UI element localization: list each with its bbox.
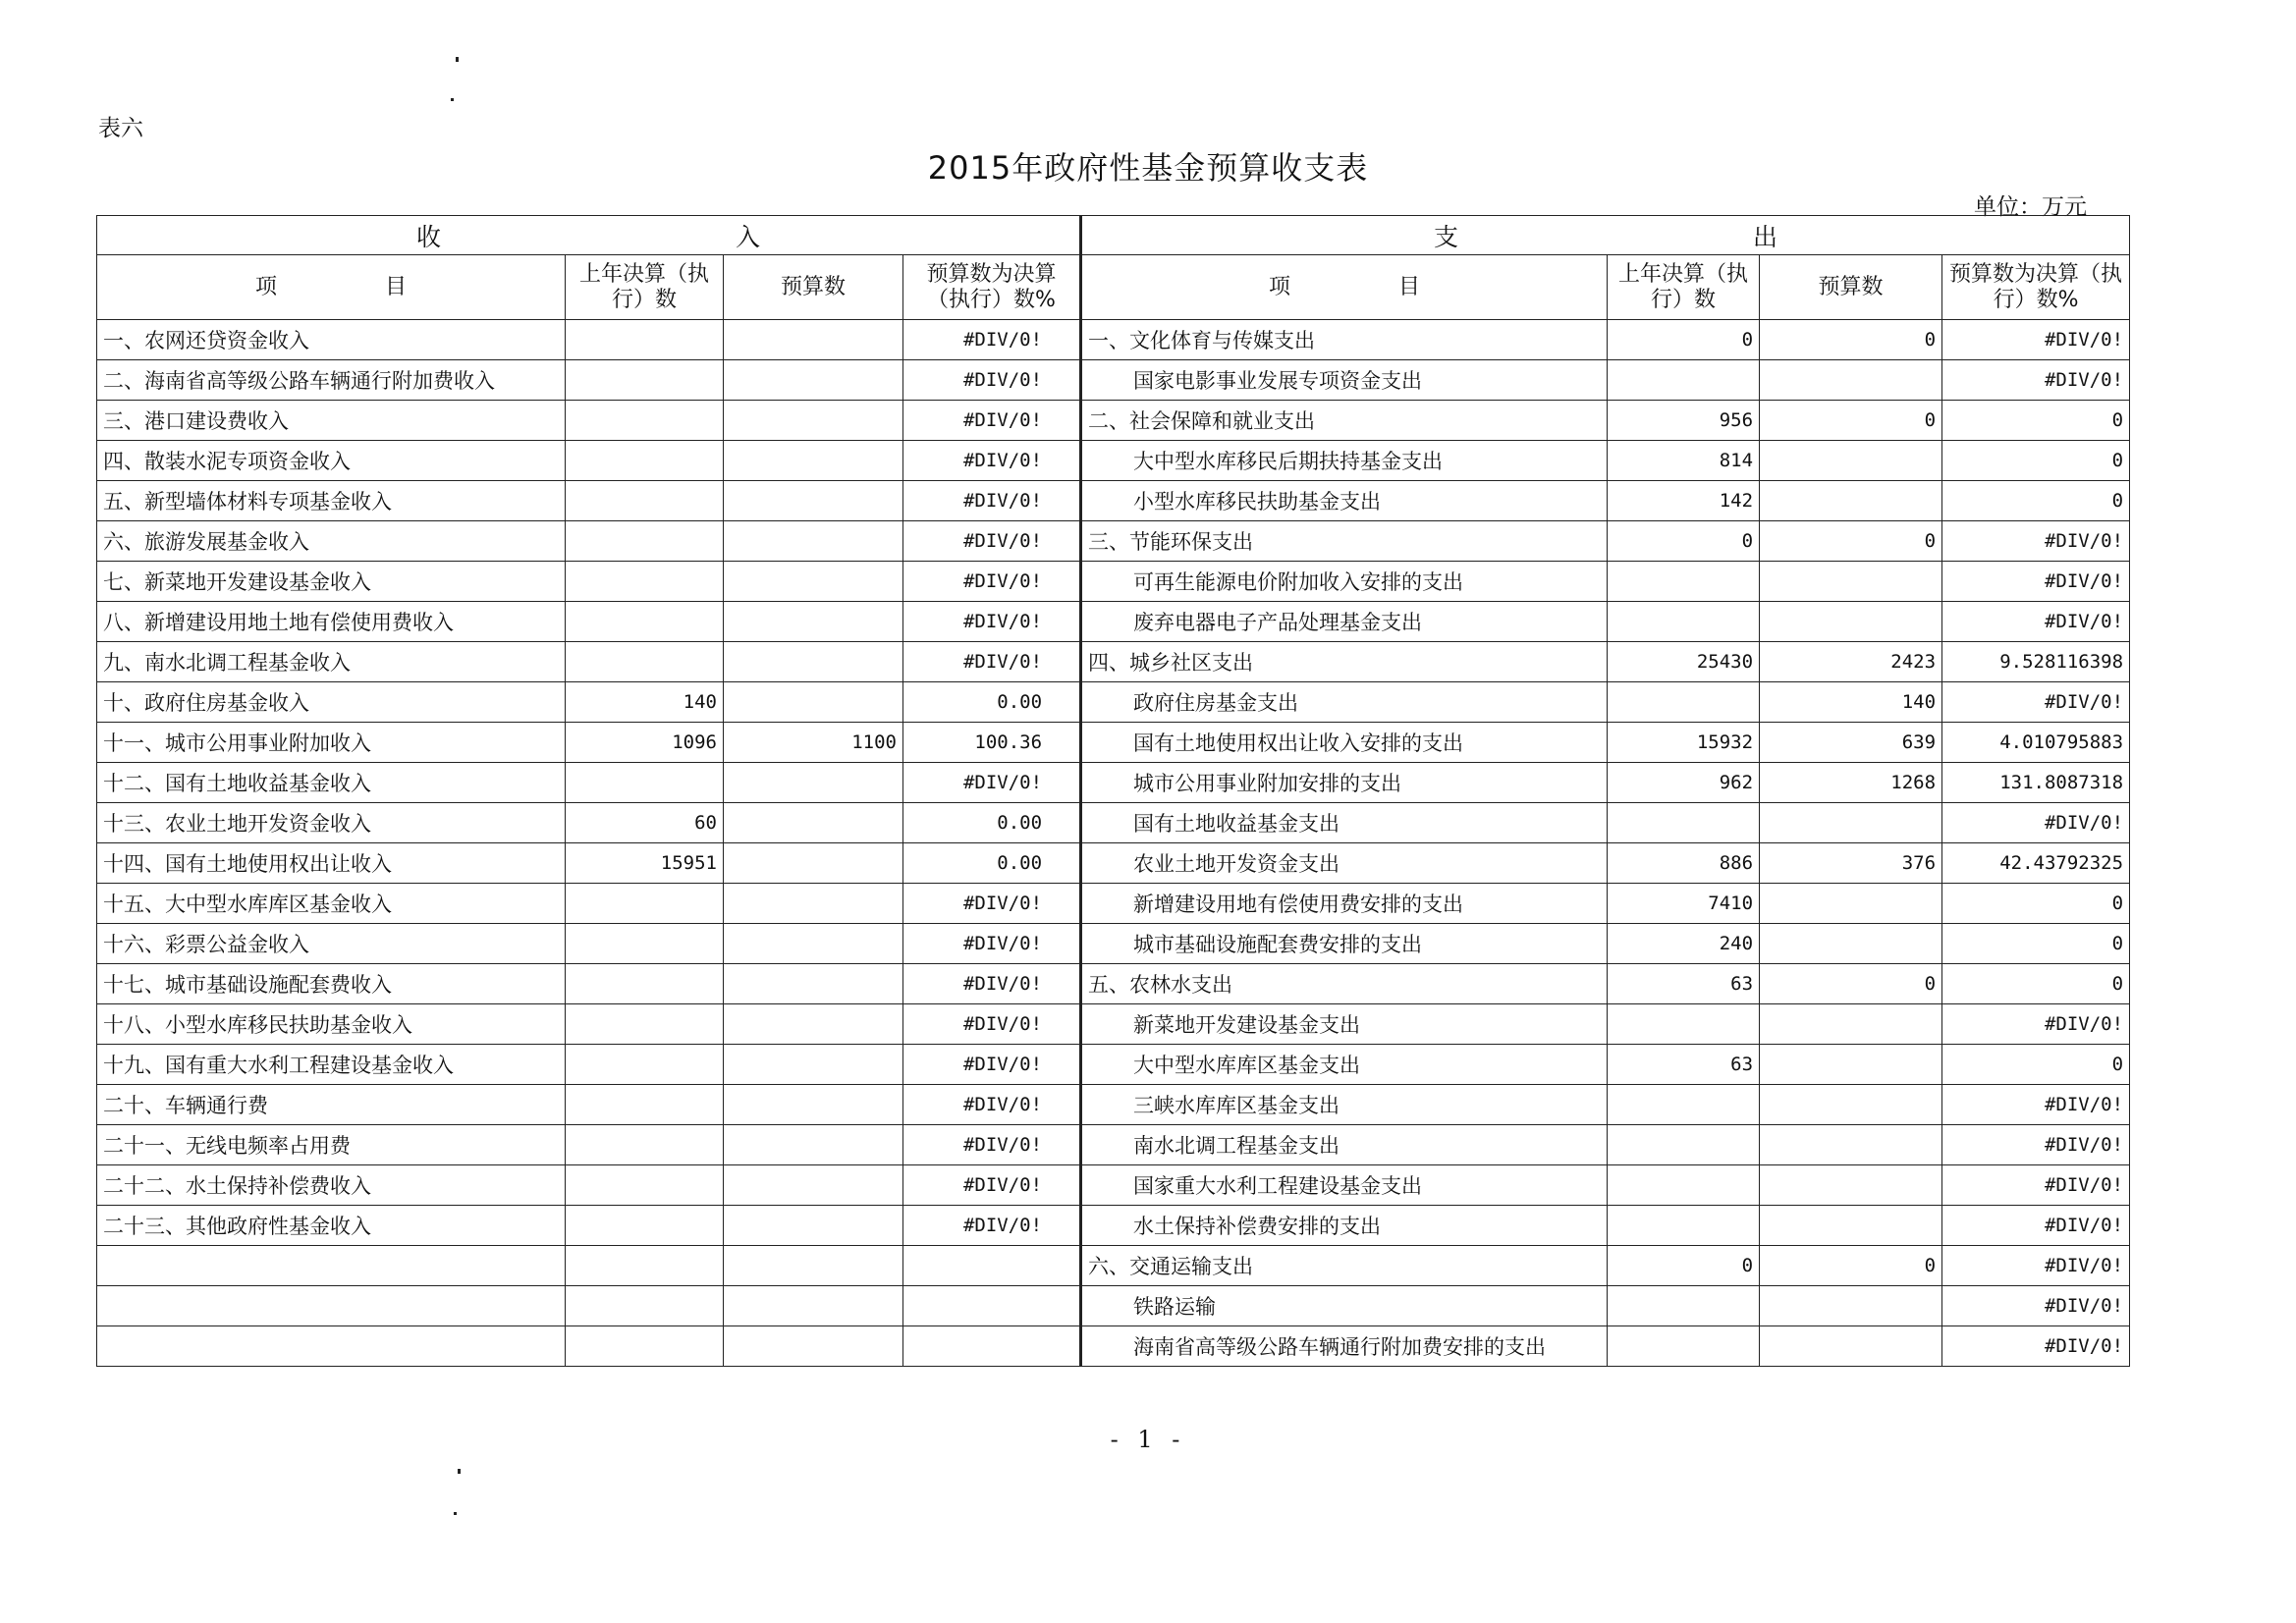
expense-item-header: 项 目 xyxy=(1081,255,1608,320)
income-budget-cell xyxy=(724,360,903,401)
income-item-cell: 七、新菜地开发建设基金收入 xyxy=(97,562,566,602)
expense-budget-cell: 376 xyxy=(1760,843,1942,884)
expense-budget-cell xyxy=(1760,803,1942,843)
expense-ratio-cell: 0 xyxy=(1942,884,2130,924)
income-item-cell xyxy=(97,1246,566,1286)
income-ratio-cell: #DIV/0! xyxy=(903,1165,1081,1206)
expense-budget-cell: 0 xyxy=(1760,521,1942,562)
table-row xyxy=(97,964,2130,1004)
expense-last-year-cell: 7410 xyxy=(1608,884,1760,924)
income-ratio-cell: 100.36 xyxy=(903,723,1081,763)
income-ratio-cell: 0.00 xyxy=(903,843,1081,884)
income-ratio-cell: #DIV/0! xyxy=(903,360,1081,401)
income-ratio-cell: #DIV/0! xyxy=(903,602,1081,642)
expense-item-cell: 国有土地使用权出让收入安排的支出 xyxy=(1081,723,1608,763)
expense-budget-cell xyxy=(1760,562,1942,602)
expense-last-year-cell xyxy=(1608,360,1760,401)
income-item-cell: 八、新增建设用地土地有偿使用费收入 xyxy=(97,602,566,642)
table-row xyxy=(97,763,2130,803)
income-item-cell: 十七、城市基础设施配套费收入 xyxy=(97,964,566,1004)
expense-item-cell: 四、城乡社区支出 xyxy=(1081,642,1608,682)
income-budget-cell xyxy=(724,763,903,803)
unit-label: 单位：万元 xyxy=(1974,194,2087,220)
income-ratio-cell: #DIV/0! xyxy=(903,320,1081,360)
income-last-year-cell xyxy=(566,481,724,521)
table-row xyxy=(97,682,2130,723)
expense-item-cell: 海南省高等级公路车辆通行附加费安排的支出 xyxy=(1081,1326,1608,1367)
income-item-cell: 二十、车辆通行费 xyxy=(97,1085,566,1125)
expense-item-cell: 城市基础设施配套费安排的支出 xyxy=(1081,924,1608,964)
expense-item-cell: 水土保持补偿费安排的支出 xyxy=(1081,1206,1608,1246)
income-item-cell: 十三、农业土地开发资金收入 xyxy=(97,803,566,843)
table-row xyxy=(97,1045,2130,1085)
income-budget-cell xyxy=(724,1045,903,1085)
income-section-header: 收 入 xyxy=(97,216,1081,255)
expense-item-cell: 一、文化体育与传媒支出 xyxy=(1081,320,1608,360)
expense-ratio-cell: #DIV/0! xyxy=(1942,1326,2130,1367)
income-item-cell: 十六、彩票公益金收入 xyxy=(97,924,566,964)
scan-speck xyxy=(454,1512,457,1515)
expense-last-year-cell: 63 xyxy=(1608,1045,1760,1085)
table-row xyxy=(97,562,2130,602)
table-row xyxy=(97,401,2130,441)
expense-ratio-cell: #DIV/0! xyxy=(1942,562,2130,602)
income-last-year-cell xyxy=(566,1165,724,1206)
table-row xyxy=(97,803,2130,843)
expense-budget-cell xyxy=(1760,1085,1942,1125)
expense-item-cell: 小型水库移民扶助基金支出 xyxy=(1081,481,1608,521)
income-item-cell xyxy=(97,1326,566,1367)
income-last-year-cell: 60 xyxy=(566,803,724,843)
table-body xyxy=(97,320,2130,1367)
expense-ratio-cell: 0 xyxy=(1942,401,2130,441)
expense-ratio-header: 预算数为决算（执行）数% xyxy=(1942,255,2130,320)
expense-last-year-cell: 142 xyxy=(1608,481,1760,521)
income-budget-cell xyxy=(724,320,903,360)
expense-item-cell: 铁路运输 xyxy=(1081,1286,1608,1326)
expense-item-cell: 废弃电器电子产品处理基金支出 xyxy=(1081,602,1608,642)
income-item-cell: 二、海南省高等级公路车辆通行附加费收入 xyxy=(97,360,566,401)
expense-budget-cell xyxy=(1760,924,1942,964)
income-item-cell: 十八、小型水库移民扶助基金收入 xyxy=(97,1004,566,1045)
income-budget-cell xyxy=(724,562,903,602)
expense-last-year-cell: 0 xyxy=(1608,521,1760,562)
expense-last-year-cell xyxy=(1608,803,1760,843)
expense-last-year-cell: 25430 xyxy=(1608,642,1760,682)
expense-budget-cell xyxy=(1760,602,1942,642)
expense-budget-cell: 140 xyxy=(1760,682,1942,723)
income-item-header: 项 目 xyxy=(97,255,566,320)
income-budget-cell xyxy=(724,1206,903,1246)
expense-budget-cell: 0 xyxy=(1760,964,1942,1004)
income-item-cell: 二十三、其他政府性基金收入 xyxy=(97,1206,566,1246)
income-budget-cell: 1100 xyxy=(724,723,903,763)
income-ratio-cell: #DIV/0! xyxy=(903,401,1081,441)
expense-budget-cell xyxy=(1760,1206,1942,1246)
expense-ratio-cell: 0 xyxy=(1942,1045,2130,1085)
income-budget-cell xyxy=(724,401,903,441)
scan-speck xyxy=(458,1469,461,1474)
expense-item-cell: 六、交通运输支出 xyxy=(1081,1246,1608,1286)
income-ratio-cell: #DIV/0! xyxy=(903,1045,1081,1085)
expense-ratio-cell: #DIV/0! xyxy=(1942,360,2130,401)
income-ratio-cell xyxy=(903,1246,1081,1286)
expense-last-year-cell xyxy=(1608,602,1760,642)
income-ratio-cell: #DIV/0! xyxy=(903,642,1081,682)
income-last-year-cell xyxy=(566,602,724,642)
income-last-year-cell xyxy=(566,1045,724,1085)
income-last-year-cell xyxy=(566,562,724,602)
income-last-year-cell: 140 xyxy=(566,682,724,723)
income-item-cell: 六、旅游发展基金收入 xyxy=(97,521,566,562)
income-budget-cell xyxy=(724,1326,903,1367)
expense-ratio-cell: 0 xyxy=(1942,441,2130,481)
income-ratio-cell xyxy=(903,1286,1081,1326)
income-last-year-cell xyxy=(566,924,724,964)
income-budget-cell xyxy=(724,682,903,723)
table-row xyxy=(97,320,2130,360)
income-budget-cell xyxy=(724,1125,903,1165)
expense-last-year-cell xyxy=(1608,562,1760,602)
expense-item-cell: 可再生能源电价附加收入安排的支出 xyxy=(1081,562,1608,602)
budget-table xyxy=(96,215,2130,1367)
income-last-year-cell: 1096 xyxy=(566,723,724,763)
income-last-year-cell xyxy=(566,1246,724,1286)
table-row xyxy=(97,1165,2130,1206)
income-ratio-header: 预算数为决算（执行）数% xyxy=(903,255,1081,320)
expense-budget-cell xyxy=(1760,1286,1942,1326)
table-row xyxy=(97,441,2130,481)
income-last-year-cell xyxy=(566,1206,724,1246)
scan-speck xyxy=(451,98,454,101)
income-ratio-cell: 0.00 xyxy=(903,682,1081,723)
expense-budget-cell xyxy=(1760,1165,1942,1206)
income-last-year-cell xyxy=(566,1085,724,1125)
income-item-cell: 十九、国有重大水利工程建设基金收入 xyxy=(97,1045,566,1085)
expense-item-cell: 三峡水库库区基金支出 xyxy=(1081,1085,1608,1125)
table-row xyxy=(97,521,2130,562)
expense-last-year-cell xyxy=(1608,1085,1760,1125)
income-last-year-header: 上年决算（执行）数 xyxy=(566,255,724,320)
page-title: 2015年政府性基金预算收支表 xyxy=(927,149,1369,187)
income-last-year-cell xyxy=(566,1286,724,1326)
income-last-year-cell xyxy=(566,320,724,360)
expense-item-cell: 大中型水库库区基金支出 xyxy=(1081,1045,1608,1085)
expense-ratio-cell: #DIV/0! xyxy=(1942,803,2130,843)
expense-ratio-cell: #DIV/0! xyxy=(1942,1125,2130,1165)
table-row xyxy=(97,884,2130,924)
income-ratio-cell: #DIV/0! xyxy=(903,1004,1081,1045)
expense-ratio-cell: 131.8087318 xyxy=(1942,763,2130,803)
expense-last-year-cell: 814 xyxy=(1608,441,1760,481)
income-last-year-cell xyxy=(566,360,724,401)
scan-speck xyxy=(456,57,459,62)
expense-ratio-cell: 42.43792325 xyxy=(1942,843,2130,884)
table-row xyxy=(97,843,2130,884)
income-last-year-cell xyxy=(566,401,724,441)
table-row xyxy=(97,924,2130,964)
expense-last-year-cell: 240 xyxy=(1608,924,1760,964)
expense-last-year-header: 上年决算（执行）数 xyxy=(1608,255,1760,320)
expense-ratio-cell: #DIV/0! xyxy=(1942,1246,2130,1286)
expense-last-year-cell: 0 xyxy=(1608,1246,1760,1286)
income-budget-cell xyxy=(724,964,903,1004)
income-budget-cell xyxy=(724,1165,903,1206)
income-budget-cell xyxy=(724,602,903,642)
income-ratio-cell: #DIV/0! xyxy=(903,562,1081,602)
table-row xyxy=(97,1326,2130,1367)
income-budget-cell xyxy=(724,1085,903,1125)
income-ratio-cell: #DIV/0! xyxy=(903,884,1081,924)
income-ratio-cell: #DIV/0! xyxy=(903,1125,1081,1165)
income-budget-cell xyxy=(724,441,903,481)
income-item-cell: 十四、国有土地使用权出让收入 xyxy=(97,843,566,884)
expense-last-year-cell xyxy=(1608,1125,1760,1165)
table-row xyxy=(97,1206,2130,1246)
income-budget-header: 预算数 xyxy=(724,255,903,320)
income-budget-cell xyxy=(724,642,903,682)
expense-last-year-cell: 63 xyxy=(1608,964,1760,1004)
expense-budget-cell xyxy=(1760,1125,1942,1165)
income-last-year-cell xyxy=(566,521,724,562)
income-item-cell xyxy=(97,1286,566,1326)
expense-ratio-cell: #DIV/0! xyxy=(1942,1206,2130,1246)
table-row xyxy=(97,1286,2130,1326)
table-label: 表六 xyxy=(98,116,143,141)
table-row xyxy=(97,360,2130,401)
expense-item-cell: 城市公用事业附加安排的支出 xyxy=(1081,763,1608,803)
expense-budget-header: 预算数 xyxy=(1760,255,1942,320)
income-budget-cell xyxy=(724,1246,903,1286)
expense-ratio-cell: #DIV/0! xyxy=(1942,682,2130,723)
expense-item-cell: 大中型水库移民后期扶持基金支出 xyxy=(1081,441,1608,481)
expense-ratio-cell: 0 xyxy=(1942,924,2130,964)
expense-last-year-cell: 886 xyxy=(1608,843,1760,884)
expense-ratio-cell: 4.010795883 xyxy=(1942,723,2130,763)
expense-item-cell: 农业土地开发资金支出 xyxy=(1081,843,1608,884)
income-ratio-cell: #DIV/0! xyxy=(903,521,1081,562)
income-last-year-cell xyxy=(566,441,724,481)
income-last-year-cell: 15951 xyxy=(566,843,724,884)
expense-budget-cell: 0 xyxy=(1760,1246,1942,1286)
income-item-cell: 十二、国有土地收益基金收入 xyxy=(97,763,566,803)
income-item-cell: 四、散装水泥专项资金收入 xyxy=(97,441,566,481)
table-row xyxy=(97,642,2130,682)
expense-last-year-cell: 962 xyxy=(1608,763,1760,803)
expense-ratio-cell: 0 xyxy=(1942,481,2130,521)
expense-budget-cell xyxy=(1760,360,1942,401)
income-ratio-cell: #DIV/0! xyxy=(903,441,1081,481)
expense-budget-cell xyxy=(1760,1004,1942,1045)
income-budget-cell xyxy=(724,1286,903,1326)
income-item-cell: 一、农网还贷资金收入 xyxy=(97,320,566,360)
income-budget-cell xyxy=(724,803,903,843)
expense-ratio-cell: #DIV/0! xyxy=(1942,1165,2130,1206)
income-last-year-cell xyxy=(566,964,724,1004)
expense-ratio-cell: #DIV/0! xyxy=(1942,1286,2130,1326)
expense-ratio-cell: #DIV/0! xyxy=(1942,521,2130,562)
table-row xyxy=(97,1125,2130,1165)
expense-item-cell: 新增建设用地有偿使用费安排的支出 xyxy=(1081,884,1608,924)
expense-item-cell: 国家重大水利工程建设基金支出 xyxy=(1081,1165,1608,1206)
expense-item-cell: 南水北调工程基金支出 xyxy=(1081,1125,1608,1165)
income-ratio-cell: #DIV/0! xyxy=(903,481,1081,521)
expense-budget-cell: 0 xyxy=(1760,401,1942,441)
expense-budget-cell: 1268 xyxy=(1760,763,1942,803)
expense-last-year-cell: 0 xyxy=(1608,320,1760,360)
income-item-cell: 十、政府住房基金收入 xyxy=(97,682,566,723)
income-budget-cell xyxy=(724,521,903,562)
expense-budget-cell: 0 xyxy=(1760,320,1942,360)
table-row xyxy=(97,1004,2130,1045)
income-ratio-cell: #DIV/0! xyxy=(903,1206,1081,1246)
expense-last-year-cell: 15932 xyxy=(1608,723,1760,763)
income-last-year-cell xyxy=(566,763,724,803)
income-budget-cell xyxy=(724,843,903,884)
income-ratio-cell: #DIV/0! xyxy=(903,924,1081,964)
income-last-year-cell xyxy=(566,1125,724,1165)
expense-item-cell: 二、社会保障和就业支出 xyxy=(1081,401,1608,441)
table-row xyxy=(97,723,2130,763)
table-row xyxy=(97,481,2130,521)
income-last-year-cell xyxy=(566,1004,724,1045)
income-budget-cell xyxy=(724,924,903,964)
expense-last-year-cell: 956 xyxy=(1608,401,1760,441)
expense-ratio-cell: #DIV/0! xyxy=(1942,1004,2130,1045)
expense-item-cell: 政府住房基金支出 xyxy=(1081,682,1608,723)
income-ratio-cell: 0.00 xyxy=(903,803,1081,843)
expense-item-cell: 国家电影事业发展专项资金支出 xyxy=(1081,360,1608,401)
income-item-cell: 二十二、水土保持补偿费收入 xyxy=(97,1165,566,1206)
income-budget-cell xyxy=(724,481,903,521)
expense-last-year-cell xyxy=(1608,1004,1760,1045)
expense-ratio-cell: #DIV/0! xyxy=(1942,320,2130,360)
expense-budget-cell xyxy=(1760,884,1942,924)
expense-last-year-cell xyxy=(1608,1326,1760,1367)
income-item-cell: 三、港口建设费收入 xyxy=(97,401,566,441)
expense-item-cell: 国有土地收益基金支出 xyxy=(1081,803,1608,843)
expense-last-year-cell xyxy=(1608,1165,1760,1206)
income-last-year-cell xyxy=(566,642,724,682)
income-last-year-cell xyxy=(566,884,724,924)
expense-last-year-cell xyxy=(1608,1286,1760,1326)
income-ratio-cell: #DIV/0! xyxy=(903,1085,1081,1125)
expense-item-cell: 五、农林水支出 xyxy=(1081,964,1608,1004)
expense-last-year-cell xyxy=(1608,1206,1760,1246)
expense-item-cell: 三、节能环保支出 xyxy=(1081,521,1608,562)
expense-item-cell: 新菜地开发建设基金支出 xyxy=(1081,1004,1608,1045)
expense-budget-cell: 2423 xyxy=(1760,642,1942,682)
income-item-cell: 五、新型墙体材料专项基金收入 xyxy=(97,481,566,521)
expense-ratio-cell: #DIV/0! xyxy=(1942,1085,2130,1125)
page-number: - 1 - xyxy=(1110,1426,1186,1453)
expense-ratio-cell: 9.528116398 xyxy=(1942,642,2130,682)
income-budget-cell xyxy=(724,1004,903,1045)
expense-budget-cell xyxy=(1760,441,1942,481)
table-row xyxy=(97,1246,2130,1286)
income-ratio-cell: #DIV/0! xyxy=(903,763,1081,803)
table-row xyxy=(97,1085,2130,1125)
expense-budget-cell xyxy=(1760,1045,1942,1085)
expense-ratio-cell: #DIV/0! xyxy=(1942,602,2130,642)
income-ratio-cell: #DIV/0! xyxy=(903,964,1081,1004)
income-item-cell: 九、南水北调工程基金收入 xyxy=(97,642,566,682)
income-last-year-cell xyxy=(566,1326,724,1367)
expense-last-year-cell xyxy=(1608,682,1760,723)
expense-budget-cell xyxy=(1760,481,1942,521)
income-item-cell: 十一、城市公用事业附加收入 xyxy=(97,723,566,763)
table-row xyxy=(97,602,2130,642)
income-ratio-cell xyxy=(903,1326,1081,1367)
income-budget-cell xyxy=(724,884,903,924)
income-item-cell: 二十一、无线电频率占用费 xyxy=(97,1125,566,1165)
expense-budget-cell xyxy=(1760,1326,1942,1367)
expense-section-header: 支 出 xyxy=(1081,216,2130,255)
income-item-cell: 十五、大中型水库库区基金收入 xyxy=(97,884,566,924)
expense-budget-cell: 639 xyxy=(1760,723,1942,763)
expense-ratio-cell: 0 xyxy=(1942,964,2130,1004)
